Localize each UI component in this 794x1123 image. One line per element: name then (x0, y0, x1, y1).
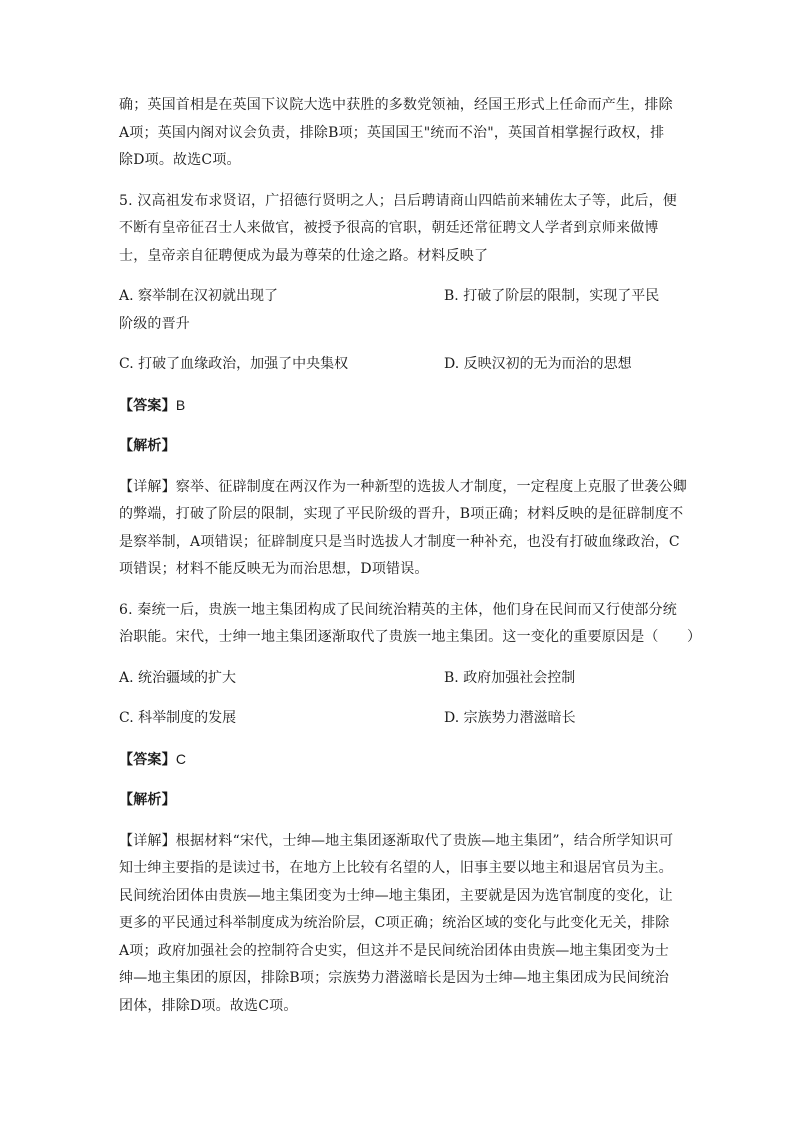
analysis-label: 【解析】 (119, 792, 176, 808)
option-b: B. 打破了阶层的限制，实现了平民 (444, 288, 660, 304)
options-row (119, 665, 679, 693)
option-d: D. 宗族势力潜滋暗长 (444, 710, 576, 726)
text-line: A项；政府加强社会的控制符合史实，但这并不是民间统治团体由贵族—地主集团变为士 (119, 942, 669, 959)
text-line: 项错误；材料不能反映无为而治思想，D项错误。 (119, 561, 429, 577)
options-row (119, 283, 679, 311)
options-row (119, 705, 679, 733)
text-line: 团体，排除D项。故选C项。 (119, 997, 298, 1014)
analysis-detail (119, 474, 687, 584)
option-a: A. 察举制在汉初就出现了 (119, 288, 279, 304)
answer-line (119, 392, 679, 421)
answer-value: B (175, 396, 186, 413)
text-line: 知士绅主要指的是读过书，在地方上比较有名望的人，旧事主要以地主和退居官员为主。 (119, 860, 673, 876)
answer-line (119, 746, 679, 775)
text-line: 不断有皇帝征召士人来做官，被授予很高的官职，朝廷还常征聘文人学者到京师来做博 (119, 220, 659, 236)
text-line: 民间统治团体由贵族—地主集团变为士绅—地主集团，主要就是因为选官制度的变化，让 (119, 887, 673, 904)
option-c: C. 科举制度的发展 (119, 710, 237, 726)
text-line: 除D项。故选C项。 (119, 152, 241, 168)
question-stem (119, 597, 702, 652)
options-row (119, 351, 679, 379)
text-line: 的弊端，打破了阶层的限制，实现了平民阶级的晋升，B项正确；材料反映的是征辟制度不 (119, 506, 684, 522)
text-line: 【详解】根据材料“宋代，士绅—地主集团逐渐取代了贵族—地主集团”，结合所学知识可 (119, 832, 674, 849)
question-6 (119, 597, 702, 1021)
document-page (119, 92, 702, 1020)
text-line: 更多的平民通过科举制度成为统治阶层，C项正确；统治区域的变化与此变化无关，排除 (119, 915, 670, 931)
option-b: B. 政府加强社会控制 (444, 669, 576, 686)
option-d: D. 反映汉初的无为而治的思想 (444, 356, 632, 372)
answer-value: C (175, 750, 187, 767)
option-c: C. 打破了血缘政治，加强了中央集权 (119, 356, 349, 372)
answer-label: 【答案】 (119, 751, 176, 768)
text-line: A项；英国内阁对议会负责，排除B项；英国国王"统而不治"，英国首相掌握行政权，排 (119, 124, 665, 141)
text-line: 6. 秦统一后，贵族一地主集团构成了民间统治精英的主体，他们身在民间而又行使部分统 (119, 601, 678, 618)
analysis-detail (119, 828, 679, 1021)
text-line: 【详解】察举、征辟制度在两汉作为一种新型的选拔人才制度，一定程度上克服了世袭公卿 (119, 478, 687, 495)
option-a: A. 统治疆域的扩大 (119, 669, 237, 686)
option-b-continued: 阶级的晋升 (119, 315, 190, 332)
question-stem (119, 188, 679, 271)
text-line: 5. 汉高祖发布求贤诏，广招德行贤明之人；吕后聘请商山四皓前来辅佐太子等，此后，便 (119, 192, 678, 209)
text-line: 确；英国首相是在英国下议院大选中获胜的多数党领袖，经国王形式上任命而产生，排除 (119, 97, 673, 113)
text-line: 是察举制，A项错误；征辟制度只是当时选拔人才制度一种补充，也没有打破血缘政治，C (119, 533, 680, 550)
text-line: 绅—地主集团的原因，排除B项；宗族势力潜滋暗长是因为士绅—地主集团成为民间统治 (119, 970, 670, 986)
text-line: 治职能。宋代，士绅一地主集团逐渐取代了贵族一地主集团。这一变化的重要原因是（ ） (119, 629, 702, 645)
answer-label: 【答案】 (119, 397, 176, 414)
q4-analysis-tail (119, 92, 679, 175)
text-line: 士，皇帝亲自征聘便成为最为尊荣的仕途之路。材料反映了 (119, 247, 489, 264)
question-5 (119, 188, 687, 584)
analysis-label: 【解析】 (119, 438, 176, 454)
